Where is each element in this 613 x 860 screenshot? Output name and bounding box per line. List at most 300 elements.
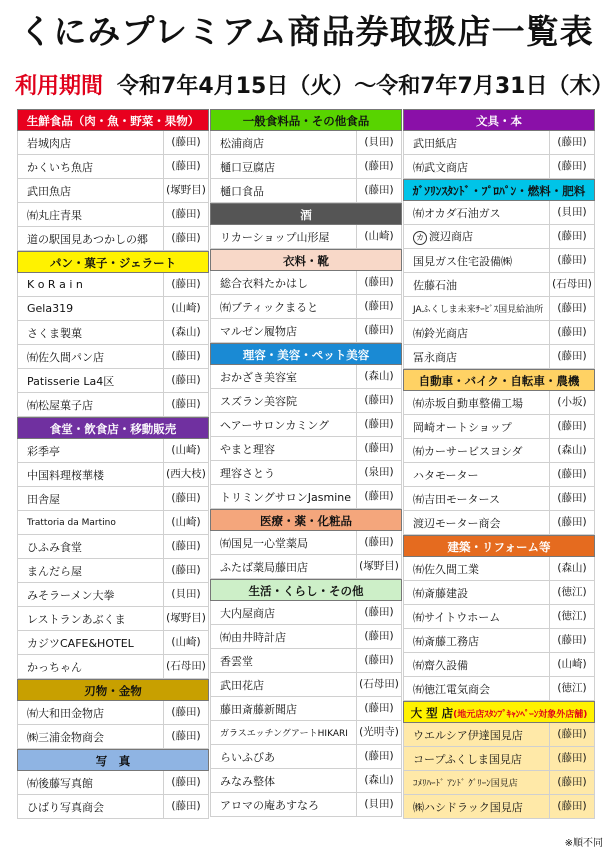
- section-bread-sweets: [17, 251, 209, 417]
- store-row: [17, 155, 209, 179]
- store-area: (藤田): [356, 649, 401, 672]
- store-name-text: さくま製菓: [27, 326, 82, 340]
- section-title: 自動車・バイク・自転車・農機: [418, 374, 580, 388]
- section-subtitle: (地元店ｽﾀﾝﾌﾟｷｬﾝﾍﾟｰﾝ対象外店舗): [453, 710, 588, 720]
- store-name-text: ㈲斎藤工務店: [413, 634, 479, 648]
- store-name-text: Patisserie La4区: [27, 374, 115, 388]
- store-name: [211, 299, 356, 315]
- store-area: (小坂): [549, 391, 594, 414]
- store-row: [403, 249, 595, 273]
- store-area: (藤田): [549, 771, 594, 794]
- store-row: [403, 273, 595, 297]
- store-name: [404, 561, 549, 577]
- store-area: (石母田): [356, 673, 401, 696]
- store-area: (徳江): [549, 605, 594, 628]
- section-title: 刃物・金物: [84, 684, 142, 698]
- store-name-text: 大内屋商店: [220, 606, 275, 620]
- store-name: [404, 799, 549, 815]
- store-row: [17, 771, 209, 795]
- store-area: (森山): [356, 769, 401, 792]
- section-title: 建築・リフォーム等: [447, 540, 551, 554]
- store-name: [404, 776, 549, 789]
- store-area: (森山): [356, 365, 401, 388]
- store-name-text: ガラスエッチングアートHIKARI: [220, 729, 348, 739]
- store-name-text: ㈲サイトウホーム: [413, 610, 501, 624]
- store-name: [18, 491, 163, 507]
- store-area: (藤田): [356, 697, 401, 720]
- store-name-text: Gela319: [27, 302, 74, 315]
- section-header: [210, 579, 402, 601]
- store-name-text: ㈲大和田金物店: [27, 706, 104, 720]
- store-name: [18, 443, 163, 459]
- store-row: [403, 653, 595, 677]
- store-name-text: 彩季亭: [27, 444, 60, 458]
- store-area: (藤田): [163, 273, 208, 296]
- store-name: [404, 681, 549, 697]
- store-name: [404, 585, 549, 601]
- store-name-text: ㈲後藤写真館: [27, 776, 93, 790]
- store-area: (藤田): [356, 389, 401, 412]
- store-row: [17, 463, 209, 487]
- section-title: 大 型 店: [410, 706, 454, 720]
- store-area: (貝田): [356, 793, 401, 816]
- store-row: [403, 605, 595, 629]
- store-row: [403, 629, 595, 653]
- store-area: (山崎): [356, 225, 401, 248]
- section-title: パン・菓子・ジェラート: [49, 256, 177, 270]
- store-name-text: ㈲赤坂自動車整備工場: [413, 396, 523, 410]
- store-area: (藤田): [549, 795, 594, 818]
- store-row: [403, 201, 595, 225]
- store-row: [17, 607, 209, 631]
- store-name-text: 中国料理桜華楼: [27, 468, 104, 482]
- store-name-text: やまと理容: [220, 442, 275, 456]
- store-name-text: ㈲松屋菓子店: [27, 398, 93, 412]
- store-name-text: トリミングサロンJasmine: [220, 490, 352, 504]
- store-name: [211, 653, 356, 669]
- store-name-text: スズラン美容院: [220, 394, 297, 408]
- store-name: [18, 397, 163, 413]
- store-row: [210, 437, 402, 461]
- store-name-text: 冨永商店: [413, 350, 457, 364]
- store-name: [211, 559, 356, 575]
- store-name: [211, 159, 356, 175]
- store-area: (藤田): [163, 227, 208, 250]
- store-row: [403, 747, 595, 771]
- store-name: [18, 302, 163, 315]
- section-title: 写 真: [95, 754, 131, 768]
- store-name-text: 理容さとう: [220, 466, 275, 480]
- store-area: (塚野目): [356, 555, 401, 578]
- store-name: [18, 231, 163, 247]
- store-area: (藤田): [356, 625, 401, 648]
- section-title: 生活・くらし・その他: [248, 584, 364, 598]
- section-header: [210, 343, 402, 365]
- store-row: [17, 795, 209, 819]
- store-name: [211, 275, 356, 291]
- store-name: [211, 701, 356, 717]
- section-title: 生鮮食品（肉・魚・野菜・果物）: [26, 114, 200, 128]
- store-row: [403, 345, 595, 369]
- store-name-text: ㈲由井時計店: [220, 630, 286, 644]
- store-name-text: ひふみ食堂: [27, 540, 82, 554]
- section-barber-beauty: [210, 343, 402, 509]
- store-name-text: ハタモーター: [413, 468, 479, 482]
- store-row: [403, 321, 595, 345]
- store-name-text: 香雲堂: [220, 654, 253, 668]
- store-name-text: ㈲徳江電気商会: [413, 682, 490, 696]
- store-name: [211, 535, 356, 551]
- store-name: [404, 253, 549, 269]
- store-name-text: リカーショップ山形屋: [220, 230, 330, 244]
- store-area: (藤田): [549, 345, 594, 368]
- store-row: [17, 179, 209, 203]
- store-name: [211, 323, 356, 339]
- store-row: [17, 725, 209, 749]
- store-area: (藤田): [163, 725, 208, 748]
- store-name: [18, 659, 163, 675]
- store-area: (貝田): [549, 201, 594, 224]
- store-name-text: 渡辺商店: [429, 230, 473, 243]
- store-area: (山崎): [549, 653, 594, 676]
- store-area: (石母田): [549, 273, 594, 296]
- store-name-text: ヘアーサロンカミング: [220, 418, 330, 432]
- store-area: (藤田): [549, 131, 594, 154]
- store-name-text: レストランあぶくま: [27, 612, 126, 626]
- store-area: (泉田): [356, 461, 401, 484]
- section-title: 酒: [300, 208, 312, 222]
- store-row: [210, 179, 402, 203]
- section-title: 食堂・飲食店・移動販売: [49, 422, 177, 436]
- store-row: [403, 677, 595, 701]
- store-name-text: ㈲国見一心堂薬局: [220, 536, 308, 550]
- store-name: [18, 799, 163, 815]
- store-row: [403, 131, 595, 155]
- store-name-text: ｺﾒﾘﾊｰﾄﾞ ｱﾝﾄﾞ ｸﾞﾘｰﾝ国見店: [413, 779, 518, 789]
- store-row: [17, 297, 209, 321]
- store-name-text: 佐藤石油: [413, 278, 457, 292]
- store-row: [17, 227, 209, 251]
- store-row: [210, 485, 402, 509]
- store-area: (藤田): [549, 487, 594, 510]
- store-row: [210, 319, 402, 343]
- store-name: [404, 515, 549, 531]
- store-name: [404, 159, 549, 175]
- store-name-text: ㈲カーサービスヨシダ: [413, 444, 523, 458]
- store-name-text: ㈲武文商店: [413, 160, 468, 174]
- store-row: [17, 511, 209, 535]
- store-name: [211, 605, 356, 621]
- store-row: [210, 389, 402, 413]
- store-name: [404, 205, 549, 221]
- store-name: [18, 207, 163, 223]
- store-area: (藤田): [356, 531, 401, 554]
- store-row: [17, 131, 209, 155]
- store-row: [210, 225, 402, 249]
- store-row: [210, 365, 402, 389]
- store-name: [211, 229, 356, 245]
- section-header: [17, 251, 209, 273]
- store-name-text: 岡崎オートショップ: [413, 420, 512, 434]
- section-medical: [210, 509, 402, 579]
- store-name-text: みそラーメン大拳: [27, 588, 115, 602]
- store-row: [210, 295, 402, 319]
- store-name: [404, 277, 549, 293]
- store-name-text: 樋口食品: [220, 184, 264, 198]
- store-area: (藤田): [549, 297, 594, 320]
- store-area: (森山): [549, 557, 594, 580]
- store-name-text: 道の駅国見あつかしの郷: [27, 232, 148, 246]
- store-name: [18, 159, 163, 175]
- store-name: [404, 633, 549, 649]
- store-row: [210, 413, 402, 437]
- store-name-text: ㈲丸庄青果: [27, 208, 82, 222]
- store-row: [210, 793, 402, 817]
- section-large-stores: [403, 701, 595, 819]
- store-row: [403, 297, 595, 321]
- section-header: [210, 109, 402, 131]
- store-row: [17, 701, 209, 725]
- store-name: [18, 635, 163, 651]
- store-name-text: アロマの庵あすなろ: [220, 798, 319, 812]
- store-row: [210, 131, 402, 155]
- store-name: [211, 465, 356, 481]
- store-area: (藤田): [163, 487, 208, 510]
- store-name: [404, 302, 549, 315]
- store-name: [211, 749, 356, 765]
- store-area: (藤田): [163, 559, 208, 582]
- store-area: (藤田): [356, 485, 401, 508]
- store-name: [18, 775, 163, 791]
- store-name-text: 国見ガス住宅設備㈱: [413, 254, 512, 268]
- store-name: [404, 467, 549, 483]
- store-name: [404, 443, 549, 459]
- section-stationery-books: [403, 109, 595, 179]
- store-name: [211, 489, 356, 505]
- store-area: (徳江): [549, 677, 594, 700]
- section-header: [210, 509, 402, 531]
- store-row: [403, 557, 595, 581]
- store-name-text: Trattoria da Martino: [27, 517, 116, 528]
- store-name: [404, 135, 549, 151]
- store-area: (藤田): [356, 601, 401, 624]
- store-name: [211, 369, 356, 385]
- section-title: 理容・美容・ペット美容: [242, 348, 370, 362]
- store-name-text: JAふくしま未来ｻｰﾋﾞｽ国見給油所: [413, 305, 544, 315]
- store-name: [211, 417, 356, 433]
- store-area: (藤田): [163, 393, 208, 416]
- store-name: [404, 325, 549, 341]
- store-area: (藤田): [549, 415, 594, 438]
- store-area: (塚野目): [163, 179, 208, 202]
- section-cutlery-hardware: [17, 679, 209, 749]
- store-name-text: ㈲斎藤建設: [413, 586, 468, 600]
- store-row: [210, 461, 402, 485]
- section-title: 医療・薬・化粧品: [260, 514, 352, 528]
- store-row: [403, 511, 595, 535]
- section-restaurants: [17, 417, 209, 679]
- store-name: [211, 135, 356, 151]
- store-row: [17, 655, 209, 679]
- store-row: [17, 487, 209, 511]
- store-row: [403, 155, 595, 179]
- store-name-text: おかざき美容室: [220, 370, 297, 384]
- store-row: [210, 769, 402, 793]
- section-header: [17, 679, 209, 701]
- store-area: (藤田): [163, 701, 208, 724]
- store-row: [210, 601, 402, 625]
- store-name-text: 松浦商店: [220, 136, 264, 150]
- store-row: [210, 155, 402, 179]
- section-fresh-food: [17, 109, 209, 251]
- store-area: (藤田): [356, 295, 401, 318]
- store-row: [17, 631, 209, 655]
- store-name-text: らいふびあ: [220, 750, 275, 764]
- store-area: (藤田): [163, 369, 208, 392]
- store-area: (藤田): [549, 249, 594, 272]
- store-name-text: まんだら屋: [27, 564, 82, 578]
- store-area: (貝田): [356, 131, 401, 154]
- store-name-text: ウエルシア伊達国見店: [413, 728, 523, 742]
- store-area: (山崎): [163, 439, 208, 462]
- circled-mark: カ: [413, 231, 427, 245]
- store-area: (森山): [549, 439, 594, 462]
- store-area: (山崎): [163, 631, 208, 654]
- store-area: (藤田): [356, 745, 401, 768]
- store-name: [211, 726, 356, 739]
- section-header: [210, 249, 402, 271]
- store-name: [211, 773, 356, 789]
- store-row: [17, 321, 209, 345]
- store-name-text: ふたば薬局藤田店: [220, 560, 308, 574]
- store-name: [18, 183, 163, 199]
- store-row: [210, 721, 402, 745]
- store-name: [211, 393, 356, 409]
- store-name-text: ㈲齋久設備: [413, 658, 468, 672]
- store-name: [404, 657, 549, 673]
- store-name-text: 総合衣料たかはし: [220, 276, 308, 290]
- section-auto: [403, 369, 595, 535]
- store-row: [210, 673, 402, 697]
- store-area: (藤田): [163, 795, 208, 818]
- section-header: [403, 701, 595, 723]
- store-name-text: ㈲吉田モータース: [413, 492, 501, 506]
- store-area: (藤田): [163, 203, 208, 226]
- period-value: 令和7年4月15日（火）～令和7年7月31日（木）: [117, 74, 613, 99]
- store-row: [210, 697, 402, 721]
- store-name: [18, 705, 163, 721]
- section-fuel: [403, 179, 595, 369]
- store-row: [210, 745, 402, 769]
- column-1: [17, 109, 209, 819]
- store-area: (藤田): [549, 155, 594, 178]
- store-row: [17, 583, 209, 607]
- store-name: [18, 611, 163, 627]
- store-row: [17, 535, 209, 559]
- store-name-text: 武田魚店: [27, 184, 71, 198]
- column-3: [403, 109, 595, 819]
- store-row: [403, 415, 595, 439]
- store-name-text: かくいち魚店: [27, 160, 93, 174]
- store-name-text: ひばり写真商会: [27, 800, 104, 814]
- store-name: [18, 467, 163, 483]
- store-name-text: 藤田斎藤新聞店: [220, 702, 297, 716]
- store-name: [18, 278, 163, 291]
- store-row: [17, 203, 209, 227]
- store-row: [17, 559, 209, 583]
- store-area: (藤田): [356, 413, 401, 436]
- store-area: (藤田): [549, 511, 594, 534]
- section-title: 衣料・靴: [283, 254, 329, 268]
- store-row: [403, 439, 595, 463]
- section-title: 一般食料品・その他食品: [242, 114, 370, 128]
- store-name-text: ㈲佐久間工業: [413, 562, 479, 576]
- store-row: [17, 369, 209, 393]
- section-header: [17, 109, 209, 131]
- store-name: [211, 629, 356, 645]
- store-row: [403, 225, 595, 249]
- store-name: [18, 373, 163, 389]
- store-area: (藤田): [356, 319, 401, 342]
- store-area: (藤田): [549, 463, 594, 486]
- store-row: [403, 463, 595, 487]
- store-row: [17, 273, 209, 297]
- store-row: [17, 439, 209, 463]
- store-row: [210, 625, 402, 649]
- section-photo: [17, 749, 209, 819]
- store-row: [403, 723, 595, 747]
- store-name: [404, 395, 549, 411]
- store-name: [18, 325, 163, 341]
- store-area: (藤田): [549, 225, 594, 248]
- store-area: (藤田): [356, 437, 401, 460]
- store-name-text: ㈲佐久間パン店: [27, 350, 104, 364]
- store-name-text: 渡辺モーター商会: [413, 516, 501, 530]
- store-row: [403, 771, 595, 795]
- store-area: (藤田): [356, 271, 401, 294]
- store-area: (西大枝): [163, 463, 208, 486]
- store-name: [211, 183, 356, 199]
- section-title: ｶﾞｿﾘﾝｽﾀﾝﾄﾞ・ﾌﾟﾛﾊﾟﾝ・燃料・肥料: [412, 184, 586, 198]
- store-row: [210, 555, 402, 579]
- store-area: (藤田): [163, 535, 208, 558]
- store-row: [17, 345, 209, 369]
- section-living: [210, 579, 402, 817]
- store-area: (藤田): [356, 155, 401, 178]
- store-area: (徳江): [549, 581, 594, 604]
- store-row: [403, 795, 595, 819]
- section-general-food: [210, 109, 402, 203]
- store-area: (塚野目): [163, 607, 208, 630]
- store-name-text: 田舎屋: [27, 492, 60, 506]
- section-header: [17, 417, 209, 439]
- store-area: (藤田): [549, 723, 594, 746]
- page-title: くにみプレミアム商品券取扱店一覧表: [19, 12, 594, 51]
- store-area: (藤田): [549, 629, 594, 652]
- section-liquor: [210, 203, 402, 249]
- store-name: [18, 729, 163, 745]
- store-name-text: ㈲鈴光商店: [413, 326, 468, 340]
- store-area: (光明寺): [356, 721, 401, 744]
- store-name: [404, 228, 549, 245]
- store-area: (藤田): [163, 155, 208, 178]
- store-name-text: コープふくしま国見店: [413, 752, 522, 766]
- store-name: [404, 609, 549, 625]
- store-name: [18, 587, 163, 603]
- store-area: (森山): [163, 321, 208, 344]
- store-name: [211, 677, 356, 693]
- period-label: 利用期間: [15, 74, 104, 99]
